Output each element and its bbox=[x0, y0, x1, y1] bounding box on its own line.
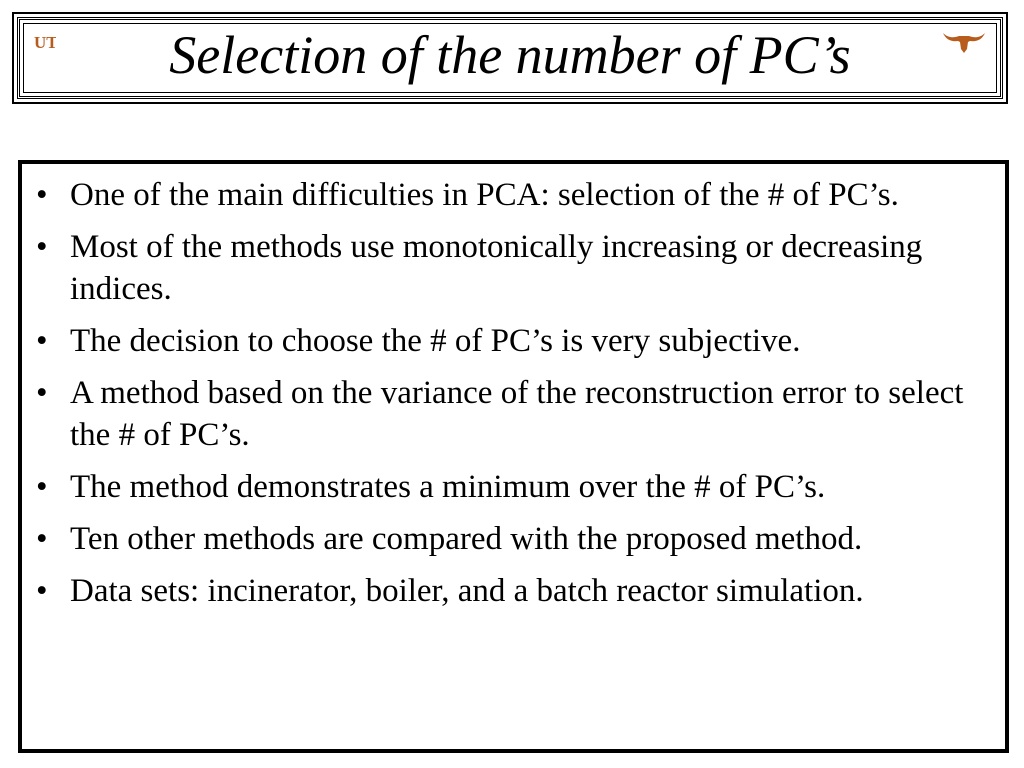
bullet-icon: • bbox=[36, 521, 48, 557]
longhorn-icon bbox=[942, 30, 986, 59]
bullet-item bbox=[36, 372, 981, 456]
bullet-item bbox=[36, 518, 981, 560]
bullet-icon: • bbox=[36, 469, 48, 505]
slide-title: Selection of the number of PC’s bbox=[169, 25, 851, 85]
bullet-item bbox=[36, 320, 981, 362]
bullet-icon: • bbox=[36, 323, 48, 359]
bullet-icon: • bbox=[36, 375, 48, 411]
bullet-text: A method based on the variance of the reconstruction error to select the # of PC’s. bbox=[70, 375, 964, 453]
svg-text:UT: UT bbox=[34, 33, 56, 52]
bullet-text: Data sets: incinerator, boiler, and a batch reactor simulation. bbox=[70, 573, 864, 609]
bullet-item bbox=[36, 226, 981, 310]
bullet-icon: • bbox=[36, 229, 48, 265]
title-frame bbox=[12, 12, 1008, 104]
title-inner-frame bbox=[17, 17, 1003, 99]
bullet-text: The method demonstrates a minimum over the # of PC’s. bbox=[70, 469, 826, 505]
bullet-list bbox=[22, 164, 1005, 612]
bullet-item bbox=[36, 174, 981, 216]
content-frame bbox=[18, 160, 1009, 753]
bullet-item bbox=[36, 466, 981, 508]
bullet-text: The decision to choose the # of PC’s is very subjective. bbox=[70, 323, 801, 359]
bullet-item bbox=[36, 570, 981, 612]
bullet-text: Ten other methods are compared with the proposed method. bbox=[70, 521, 863, 557]
bullet-icon: • bbox=[36, 177, 48, 213]
ut-logo-icon bbox=[34, 32, 56, 57]
bullet-icon: • bbox=[36, 573, 48, 609]
bullet-text: Most of the methods use monotonically increasing or decreasing indices. bbox=[70, 229, 923, 307]
bullet-text: One of the main difficulties in PCA: selection of the # of PC’s. bbox=[70, 177, 899, 213]
